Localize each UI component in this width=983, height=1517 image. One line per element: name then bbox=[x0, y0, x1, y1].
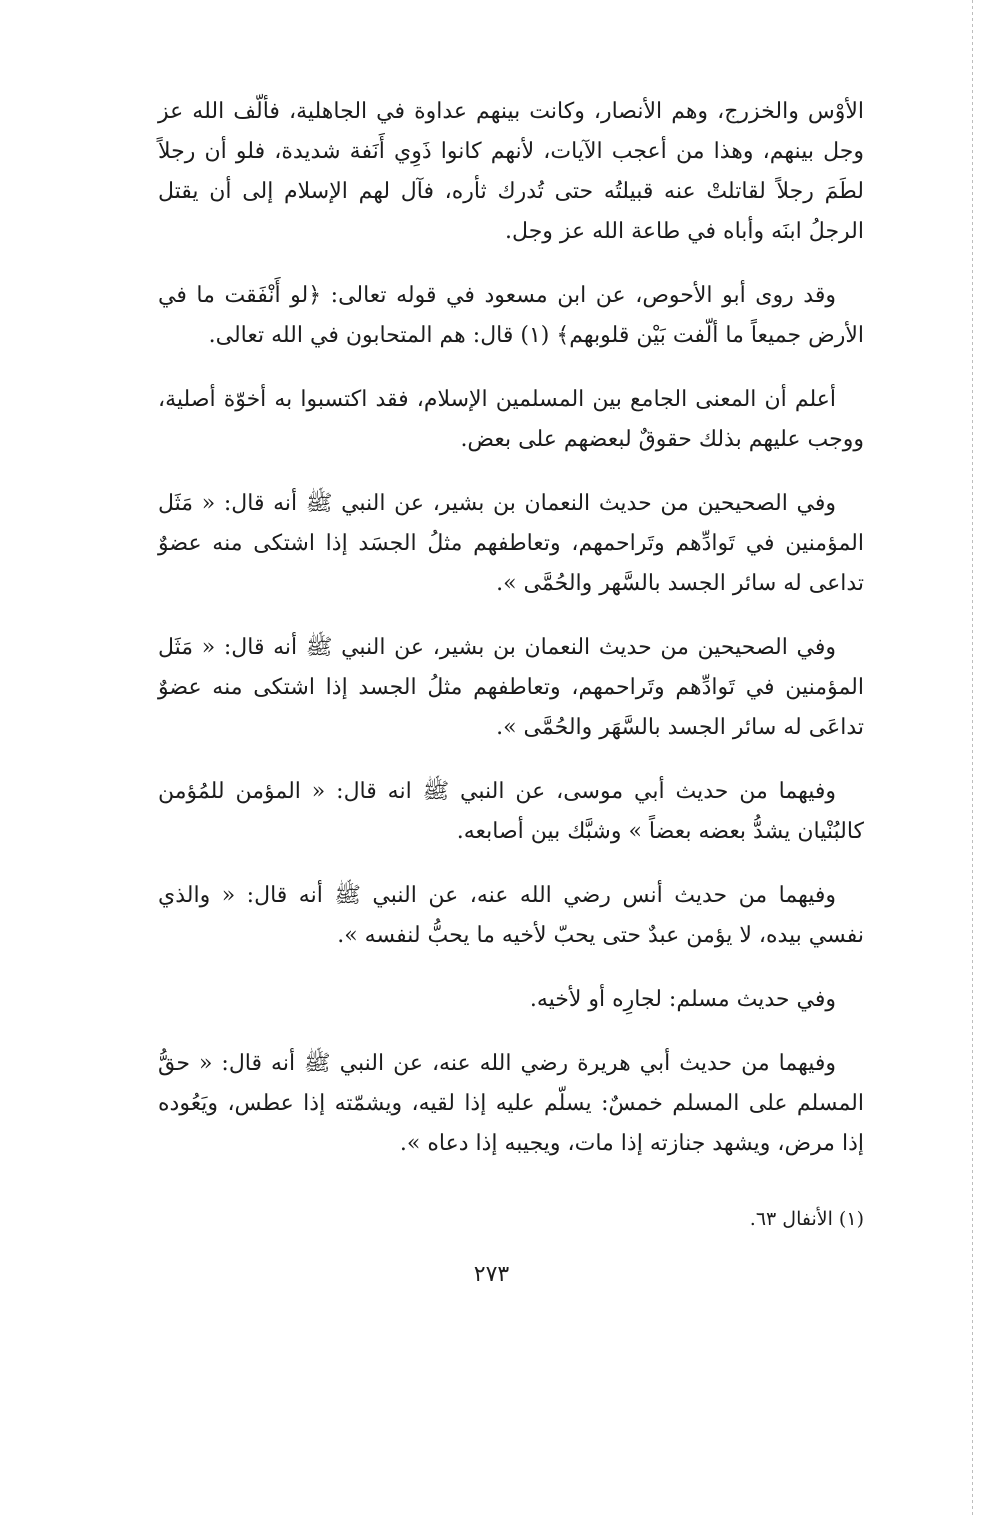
page-number: ٢٧٣ bbox=[473, 1262, 510, 1287]
paragraph-6: وفيهما من حديث أبي موسى، عن النبي ﷺ انه قال: « المؤمن للمُؤمن كالبُنْيان يشدُّ بعضه بعضاً » وشبَّك بين أصابعه. bbox=[158, 779, 864, 844]
paragraph-5: وفي الصحيحين من حديث النعمان بن بشير، عن النبي ﷺ أنه قال: « مَثَل المؤمنين في تَوادِّهم وتَراحمهم، وتعاطفهم مثلُ الجسد إذا اشتكى منه عضوٌ تداعَى له سائر الجسد بالسَّهَر والحُمَّى ». bbox=[158, 635, 864, 740]
paragraph-3: أعلم أن المعنى الجامع بين المسلمين الإسلام، فقد اكتسبوا به أخوّة أصلية، ووجب عليهم بذلك حقوقٌ لبعضهم على بعض. bbox=[158, 387, 864, 452]
body-text bbox=[158, 92, 864, 1188]
paragraph-8: وفي حديث مسلم: لجارِه أو لأخيه. bbox=[529, 987, 836, 1012]
paragraph-4: وفي الصحيحين من حديث النعمان بن بشير، عن النبي ﷺ أنه قال: « مَثَل المؤمنين في تَوادِّهم وتَراحمهم، وتعاطفهم مثلُ الجسَد إذا اشتكى منه عضوٌ تداعى له سائر الجسد بالسَّهر والحُمَّى ». bbox=[158, 491, 864, 596]
footnote: (١) الأنفال ٦٣. bbox=[749, 1208, 864, 1230]
paragraph-2: وقد روى أبو الأحوص، عن ابن مسعود في قوله تعالى: ﴿لو أَنْفَقت ما في الأرض جميعاً ما ألّفت بَيْن قلوبهم﴾ (١) قال: هم المتحابون في الله تعالى. bbox=[158, 283, 864, 348]
paragraph-7: وفيهما من حديث أنس رضي الله عنه، عن النبي ﷺ أنه قال: « والذي نفسي بيده، لا يؤمن عبدٌ حتى يحبّ لأخيه ما يحبُّ لنفسه ». bbox=[158, 883, 864, 948]
scan-edge-line bbox=[972, 0, 973, 1517]
paragraph-1: الأوْس والخزرج، وهم الأنصار، وكانت بينهم عداوة في الجاهلية، فألّف الله عز وجل بينهم، وهذا من أعجب الآيات، لأنهم كانوا ذَوِي أَنَفة شديدة، فلو أن رجلاً لطَمَ رجلاً لقاتلتْ عنه قبيلتُه حتى تُدرك ثأره، فآل لهم الإسلام إلى أن يقتل الرجلُ ابنَه وأباه في طاعة الله عز وجل. bbox=[158, 99, 864, 244]
paragraph-9: وفيهما من حديث أبي هريرة رضي الله عنه، عن النبي ﷺ أنه قال: « حقُّ المسلم على المسلم خمسٌ: يسلّم عليه إذا لقيه، ويشمّته إذا عطس، ويَعُوده إذا مرض، ويشهد جنازته إذا مات، ويجيبه إذا دعاه ». bbox=[158, 1051, 864, 1156]
